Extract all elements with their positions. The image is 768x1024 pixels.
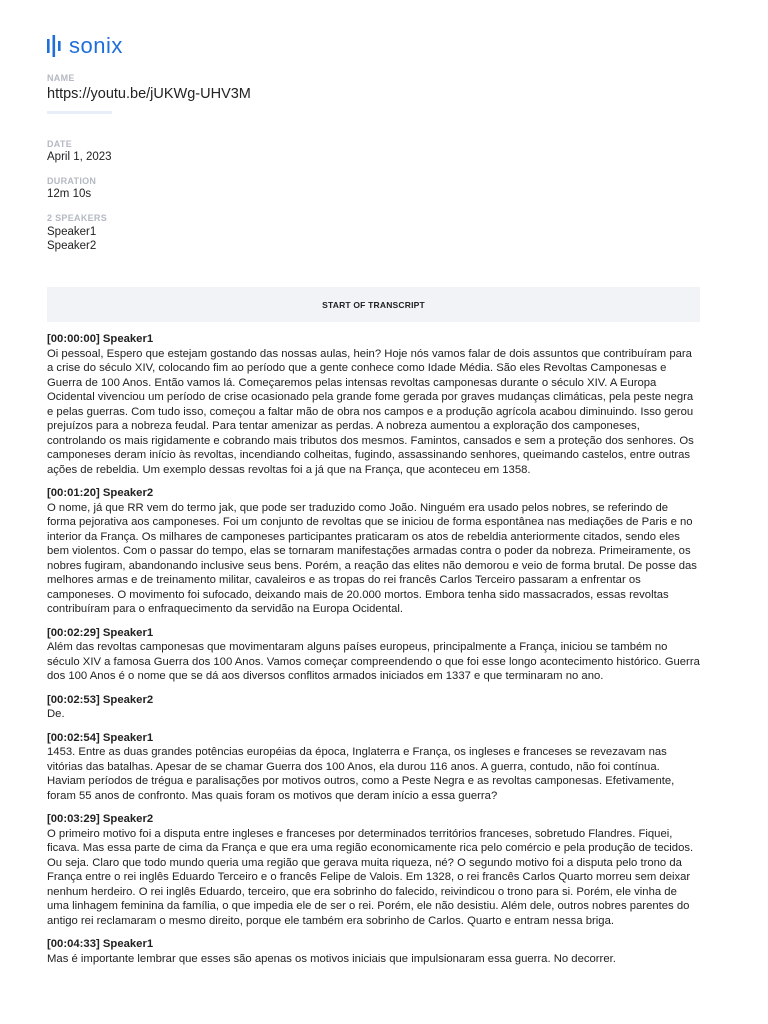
segment-header: [00:02:29] Speaker1 (47, 626, 154, 639)
speakers-label: 2 SPEAKERS (47, 213, 108, 223)
segment-header: [00:01:20] Speaker2 (47, 487, 154, 499)
transcript-segments (47, 332, 700, 975)
segment-text: De. (47, 708, 65, 720)
name-label: NAME (47, 73, 75, 83)
transcript-segment (47, 937, 700, 966)
transcript-start-banner (47, 287, 700, 322)
segment-header: [00:04:33] Speaker1 (47, 938, 154, 950)
segment-text: 1453. Entre as duas grandes potências européias da época, Inglaterra e França, os ingleses e franceses se revezavam nas vitórias das batalhas. Apesar de se chamar Guerra dos 100 Anos, ela durou 116 anos. A guerra, contudo, não foi contínua. Haviam períodos de trégua e paralisações por motivos outros, como a Peste Negra e as revoltas camponesas. Efetivamente, foram 55 anos de confronto. Mas quais foram os motivos que deram início a essa guerra? (47, 746, 675, 802)
name-divider (47, 111, 112, 114)
date-label: DATE (47, 139, 73, 149)
brand-name: sonix (69, 33, 123, 58)
segment-text: O nome, já que RR vem do termo jak, que pode ser traduzido como João. Ninguém era usado pelos nobres, se referindo de forma pejorativa aos camponeses. Foi um conjunto de revoltas que se iniciou de forma espontânea nas mediações de Paris e no interior da França. Os milhares de camponeses participantes praticaram os atos de rebeldia anteriormente citados, sendo eles bem violentos. Com o passar do tempo, elas se tornaram manifestações armadas contra o poder da nobreza. Primeiramente, os nobres fugiram, abandonando inclusive seus bens. Porém, a reação das elites não demorou e veio de forma brutal. De posse das melhores armas e de treinamento militar, cavaleiros e as tropas do rei francês Carlos Terceiro passaram a enfrentar os camponeses. O movimento foi sufocado, deixando mais de 20.000 mortos. Embora tenha sido massacrados, essas revoltas contribuíram para o enfraquecimento da servidão na Europa Ocidental. (47, 501, 697, 615)
transcript-start-label: START OF TRANSCRIPT (322, 299, 425, 310)
segment-text: Oi pessoal, Espero que estejam gostando das nossas aulas, hein? Hoje nós vamos falar de dois assuntos que contribuíram para a crise do século XIV, colocando fim ao período que a gente conhece como Idade Média. São eles Revoltas Camponesas e Guerra de 100 Anos. Então vamos lá. Começaremos pelas intensas revoltas camponesas durante o século XIV. A Europa Ocidental vivenciou um período de crise ocasionado pela grande fome gerada por graves mudanças climáticas, pela peste negra e pelas guerras. Com tudo isso, começou a faltar mão de obra nos campos e a produção agrícola acabou diminuindo. Isso gerou prejuízos para a nobreza feudal. Para tentar amenizar as perdas. A nobreza aumentou a exploração dos camponeses, controlando os mais rigidamente e cobrando mais tributos dos mesmos. Famintos, cansados e sem a proteção dos senhores. Os camponeses deram início às revoltas, incendiando colheitas, fugindo, assassinando senhores, queimando castelos, entre outras ações de rebeldia. Um exemplo dessas revoltas foi a já que na França, que aconteceu em 1358. (47, 347, 694, 476)
speaker-item: Speaker2 (47, 240, 97, 252)
segment-header: [00:00:00] Speaker1 (47, 333, 154, 345)
segment-header: [00:03:29] Speaker2 (47, 813, 154, 825)
speaker-item: Speaker1 (47, 226, 97, 238)
segment-header: [00:02:53] Speaker2 (47, 693, 154, 706)
segment-text: O primeiro motivo foi a disputa entre ingleses e franceses por determinados territórios franceses, sobretudo Flandres. Fiquei, ficava. Mas essa parte de cima da França e que era uma região economicamente rica pelo comércio e pela produção de tecidos. Ou seja. Claro que todo mundo queria uma região que gerava muita riqueza, né? O segundo motivo foi a disputa pelo trono da França entre o rei inglês Eduardo Terceiro e o francês Felipe de Valois. Em 1328, o rei francês Carlos Quarto morreu sem deixar nenhum herdeiro. O rei inglês Eduardo, terceiro, que era sobrinho do falecido, reivindicou o trono para si. Porém, ele vinha de uma linhagem feminina da família, o que impedia ele de ser o rei. Porém, ele não desistiu. Além dele, outros nobres parentes do antigo rei reclamaram o mesmo direito, porque ele também era sobrinho de Carlos. Quarto e entram nessa briga. (47, 827, 694, 927)
transcript-segment (47, 731, 700, 804)
duration-value: 12m 10s (47, 188, 92, 200)
duration-label: DURATION (47, 176, 97, 186)
transcript-segment (47, 332, 700, 477)
segment-text: Além das revoltas camponesas que movimentaram alguns países europeus, principalmente a França, iniciou se também no século XIV a famosa Guerra dos 100 Anos. Vamos começar compreendendo o que foi esse longo acontecimento histórico. Guerra dos 100 Anos é o nome que se dá aos diversos conflitos armados iniciados em 1337 e que terminaram no ano. (47, 641, 700, 682)
date-value: April 1, 2023 (47, 151, 112, 163)
sonix-bars-icon (47, 35, 61, 57)
segment-header: [00:02:54] Speaker1 (47, 731, 154, 744)
transcript-segment (47, 486, 700, 617)
transcript-segment (47, 626, 700, 684)
name-value: https://youtu.be/jUKWg-UHV3M (47, 86, 251, 102)
transcript-segment (47, 812, 700, 928)
transcript-segment (47, 693, 700, 722)
segment-text: Mas é importante lembrar que esses são apenas os motivos iniciais que impulsionaram essa guerra. No decorrer. (47, 952, 616, 965)
sonix-logo (47, 34, 123, 58)
